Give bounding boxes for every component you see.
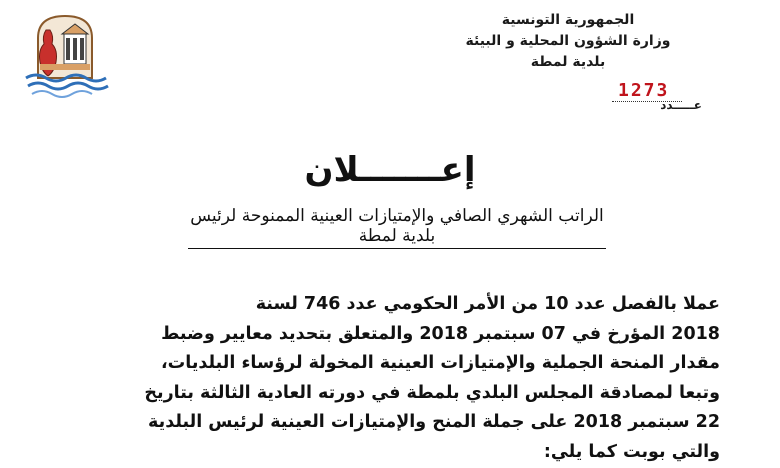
- reference-number: 1273: [618, 80, 670, 101]
- ministry-name: وزارة الشؤون المحلية و البيئة: [465, 33, 671, 49]
- reference-label: عـــــدد: [660, 98, 702, 112]
- body-line: مقدار المنحة الجملية والإمتيازات العينية المخولة لرؤساء البلديات،: [161, 353, 720, 373]
- body-line: والتي بوبت كما يلي:: [543, 441, 720, 462]
- municipality-emblem-icon: [20, 8, 110, 100]
- municipality-name: بلدية لمطة: [530, 54, 606, 70]
- body-line: 2018 المؤرخ في 07 سبتمبر 2018 والمتعلق بتحديد معايير وضبط: [161, 323, 720, 344]
- letterhead: [438, 10, 698, 73]
- document-title: إعـــــــلان: [304, 150, 476, 190]
- body-line: وتبعا لمصادقة المجلس البلدي بلمطة في دورته العادية الثالثة بتاريخ: [144, 382, 720, 403]
- country-name: الجمهورية التونسية: [501, 12, 635, 28]
- body-paragraph: [58, 290, 720, 467]
- body-line: 22 سبتمبر 2018 على جملة المنح والإمتيازات العينية لرئيس البلدية: [148, 412, 720, 432]
- document-subtitle: الراتب الشهري الصافي والإمتيازات العينية الممنوحة لرئيس بلدية لمطة: [188, 206, 606, 249]
- body-line: عملا بالفصل عدد 10 من الأمر الحكومي عدد 746 لسنة: [255, 294, 720, 314]
